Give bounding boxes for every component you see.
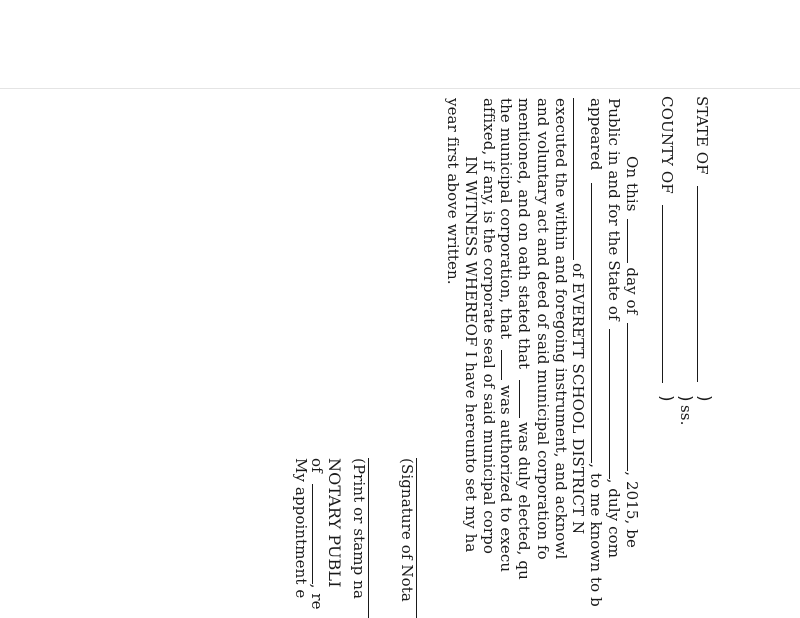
body-line-2 (606, 98, 622, 558)
state-line (694, 96, 710, 382)
body-line-9: affixed, if any, is the corporate seal of said municipal corpo (480, 98, 498, 555)
county-label: COUNTY OF (658, 96, 676, 194)
notary-residing-line (309, 458, 325, 610)
authorized-blank (501, 350, 514, 380)
duly-elected-label: was duly elected, qu (515, 422, 533, 580)
bracket-top: ) (694, 395, 714, 402)
body-line-7 (516, 98, 532, 580)
state-label: STATE OF (693, 96, 711, 175)
month-blank (627, 323, 640, 471)
oath-blank (519, 380, 532, 418)
public-state-label: Public in and for the State of (605, 98, 623, 321)
title-blank (573, 98, 586, 260)
appointment-expires-label: My appointment e (292, 458, 310, 599)
day-blank (627, 219, 640, 263)
body-line-5: executed the within and foregoing instrument, and acknowl (552, 98, 570, 560)
ss-label: ss. (677, 405, 695, 426)
bracket-bottom: ) (656, 395, 676, 402)
authorized-label: was authorized to execu (497, 385, 515, 573)
notary-state-blank (609, 329, 622, 479)
print-name-rule (368, 458, 369, 618)
known-to-label: , to me known to b (587, 463, 605, 607)
witness-line-2: year first above written. (444, 98, 462, 285)
body-line-6: and voluntary act and deed of said municipal corporation fo (534, 98, 552, 560)
district-label: of EVERETT SCHOOL DISTRICT N (569, 263, 587, 535)
residing-label: , re (308, 583, 326, 610)
on-this-label: On this (623, 156, 641, 212)
duly-commissioned-label: , duly com (605, 478, 623, 559)
year-label: , 2015, be (623, 471, 641, 548)
appeared-label: appeared (587, 98, 605, 171)
signature-rule (416, 458, 417, 618)
municipal-that-label: the municipal corporation, that (497, 98, 515, 340)
notary-of-label: of (308, 458, 326, 473)
print-or-stamp-label: (Print or stamp na (350, 458, 368, 600)
body-line-8 (498, 98, 514, 572)
body-line-3 (588, 98, 604, 607)
state-blank (697, 186, 710, 382)
county-line (659, 96, 675, 383)
oath-label: mentioned, and on oath stated that (515, 98, 533, 370)
signature-of-notary-label: (Signature of Nota (398, 458, 416, 602)
day-of-label: day of (623, 267, 641, 315)
body-line-4 (570, 98, 586, 534)
county-blank (662, 205, 675, 383)
appeared-name-blank (591, 183, 604, 463)
bracket-middle: ) (675, 395, 695, 402)
body-line-1 (624, 156, 640, 548)
notary-public-label: NOTARY PUBLI (325, 458, 344, 588)
notary-state-of-blank (312, 484, 325, 584)
witness-line-1: IN WITNESS WHEREOF I have hereunto set my ha (462, 156, 480, 553)
